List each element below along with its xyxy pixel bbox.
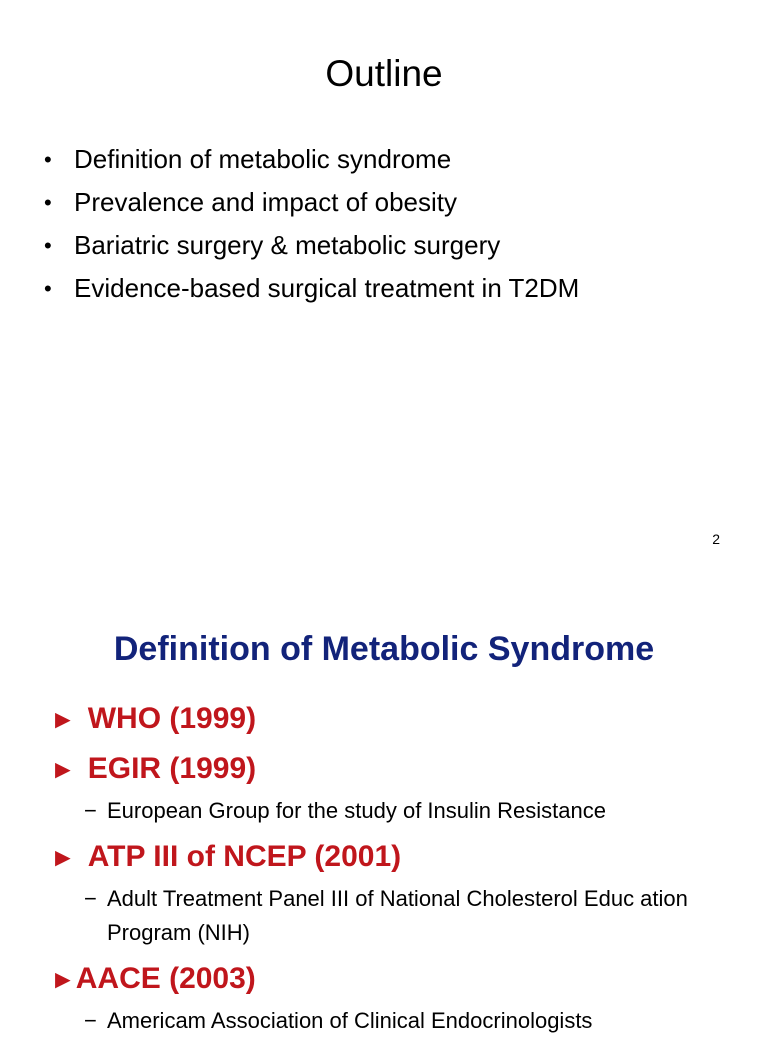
- arrow-right-icon: ►: [50, 754, 76, 784]
- outline-list: [44, 138, 579, 310]
- definition-subitem: [50, 882, 740, 950]
- definition-label: AACE (2003): [75, 962, 256, 995]
- definition-heading: [50, 744, 740, 794]
- bullet-icon: •: [44, 233, 52, 258]
- definition-label: WHO (1999): [87, 702, 257, 735]
- definition-list: [50, 694, 740, 1042]
- list-item: [44, 267, 579, 310]
- list-item: [50, 744, 740, 828]
- list-item-text: Prevalence and impact of obesity: [74, 187, 457, 217]
- list-item: [50, 954, 740, 1038]
- dash-icon: −: [84, 1008, 97, 1033]
- dash-icon: −: [84, 798, 97, 823]
- list-item: [50, 832, 740, 950]
- list-item: [44, 138, 579, 181]
- definition-subitem: [50, 794, 740, 828]
- arrow-right-icon: ►: [50, 704, 76, 734]
- definition-subitem-text: Americam Association of Clinical Endocrinologists: [107, 1008, 593, 1033]
- definition-subitem-text: Adult Treatment Panel III of National Cholesterol Educ ation Program (NIH): [107, 886, 688, 945]
- list-item-text: Evidence-based surgical treatment in T2DM: [74, 273, 580, 303]
- definition-label: ATP III of NCEP (2001): [87, 840, 402, 873]
- slide-definition: [0, 590, 768, 1033]
- page-number: 2: [712, 531, 720, 547]
- definition-subitem-text: European Group for the study of Insulin Resistance: [107, 798, 606, 823]
- list-item-text: Bariatric surgery & metabolic surgery: [74, 230, 501, 260]
- list-item-text: Definition of metabolic syndrome: [74, 144, 452, 174]
- bullet-icon: •: [44, 190, 52, 215]
- definition-label: EGIR (1999): [87, 752, 257, 785]
- list-item: [50, 694, 740, 744]
- bullet-icon: •: [44, 276, 52, 301]
- list-item: [44, 181, 579, 224]
- definition-heading: [50, 954, 740, 1004]
- slide-title: Outline: [325, 53, 443, 94]
- bullet-icon: •: [44, 147, 52, 172]
- definition-heading: [50, 694, 740, 744]
- arrow-right-icon: ►: [50, 842, 76, 872]
- definition-subitem: [50, 1004, 740, 1038]
- definition-heading: [50, 832, 740, 882]
- arrow-right-icon: ►: [50, 964, 76, 994]
- slide-title: Definition of Metabolic Syndrome: [113, 630, 655, 668]
- dash-icon: −: [84, 886, 97, 911]
- list-item: [44, 224, 579, 267]
